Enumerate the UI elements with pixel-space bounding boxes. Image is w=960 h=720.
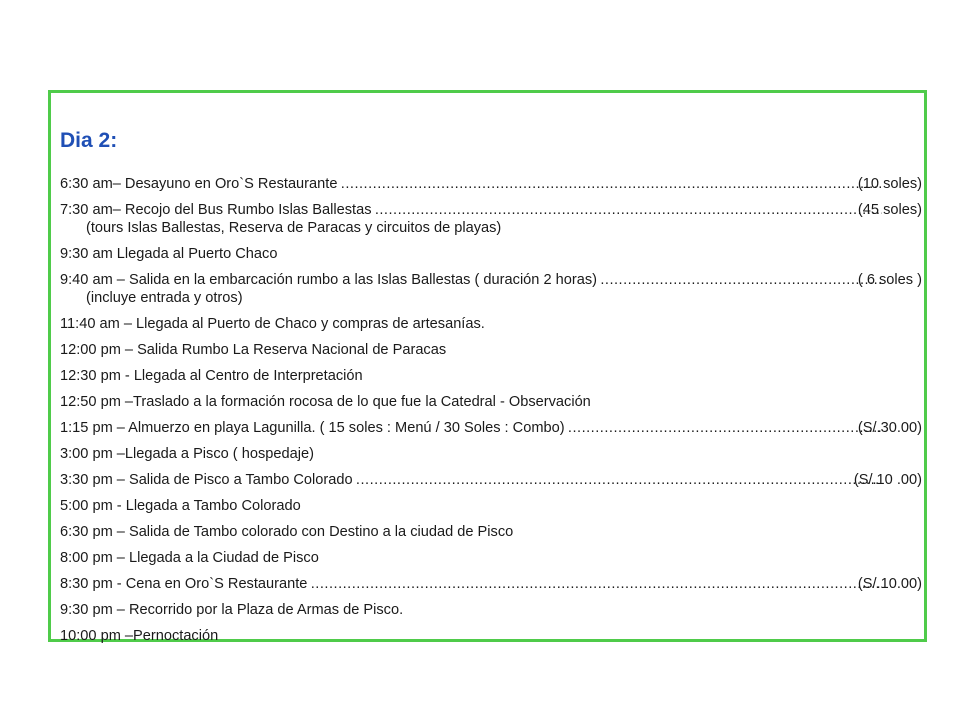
itinerary-text: 9:30 pm – Recorrido por la Plaza de Armas de Pisco.: [60, 602, 404, 618]
itinerary-price: (45 soles): [857, 202, 922, 218]
itinerary-line: [60, 393, 922, 411]
page-title: Dia 2:: [60, 129, 118, 152]
itinerary-text: 12:00 pm – Salida Rumbo La Reserva Nacional de Paracas: [60, 342, 447, 358]
itinerary-item: [60, 201, 922, 237]
itinerary-text: 9:40 am – Salida en la embarcación rumbo a las Islas Ballestas ( duración 2 horas): [60, 272, 598, 288]
itinerary-price: (S/.10 .00): [853, 472, 922, 488]
itinerary-text: 10:00 pm –Pernoctación: [60, 628, 219, 644]
itinerary-line: [60, 201, 922, 219]
itinerary-line: [60, 549, 922, 567]
itinerary-item: [60, 549, 922, 567]
itinerary-item: [60, 245, 922, 263]
itinerary-subtext: (incluye entrada y otros): [86, 290, 243, 306]
itinerary-line: [60, 271, 922, 289]
itinerary-line: [60, 627, 922, 645]
itinerary-text: 5:00 pm - Llegada a Tambo Colorado: [60, 498, 301, 514]
itinerary-item: [60, 341, 922, 359]
itinerary-item: [60, 497, 922, 515]
dot-leader: [355, 471, 878, 489]
itinerary-item: [60, 601, 922, 619]
itinerary-price: (10 soles): [857, 176, 922, 192]
itinerary-list: [60, 175, 922, 645]
itinerary-price: ( 6 soles ): [857, 272, 922, 288]
itinerary-text: 6:30 am– Desayuno en Oro`S Restaurante: [60, 176, 338, 192]
itinerary-item: [60, 575, 922, 593]
itinerary: [60, 128, 922, 653]
itinerary-item: [60, 523, 922, 541]
itinerary-line: [60, 445, 922, 463]
itinerary-text: 12:50 pm –Traslado a la formación rocosa de lo que fue la Catedral - Observación: [60, 394, 591, 410]
itinerary-price: (S/.30.00): [857, 420, 922, 436]
itinerary-line: [60, 471, 922, 489]
itinerary-item: [60, 419, 922, 437]
itinerary-item: [60, 271, 922, 307]
itinerary-text: 3:00 pm –Llegada a Pisco ( hospedaje): [60, 446, 314, 462]
itinerary-item: [60, 627, 922, 645]
itinerary-line: [60, 601, 922, 619]
itinerary-item: [60, 315, 922, 333]
itinerary-item: [60, 175, 922, 193]
itinerary-text: 8:30 pm - Cena en Oro`S Restaurante: [60, 576, 308, 592]
itinerary-text: 1:15 pm – Almuerzo en playa Lagunilla. ( 15 soles : Menú / 30 Soles : Combo): [60, 420, 565, 436]
itinerary-line: [60, 245, 922, 263]
dot-leader: [599, 271, 882, 289]
itinerary-line: [60, 315, 922, 333]
itinerary-text: 9:30 am Llegada al Puerto Chaco: [60, 246, 278, 262]
itinerary-item: [60, 393, 922, 411]
itinerary-text: 8:00 pm – Llegada a la Ciudad de Pisco: [60, 550, 319, 566]
dot-leader: [374, 201, 882, 219]
itinerary-item: [60, 445, 922, 463]
itinerary-text: 6:30 pm – Salida de Tambo colorado con Destino a la ciudad de Pisco: [60, 524, 514, 540]
itinerary-line: [60, 419, 922, 437]
itinerary-text: 12:30 pm - Llegada al Centro de Interpretación: [60, 368, 363, 384]
itinerary-text: 11:40 am – Llegada al Puerto de Chaco y compras de artesanías.: [60, 316, 485, 332]
itinerary-price: (S/.10.00): [857, 576, 922, 592]
itinerary-line: [60, 575, 922, 593]
itinerary-item: [60, 367, 922, 385]
itinerary-line: [60, 523, 922, 541]
itinerary-item: [60, 471, 922, 489]
itinerary-subtext: (tours Islas Ballestas, Reserva de Paracas y circuitos de playas): [86, 220, 502, 236]
itinerary-line: [60, 367, 922, 385]
dot-leader: [567, 419, 882, 437]
itinerary-line: [60, 175, 922, 193]
dot-leader: [339, 175, 881, 193]
dot-leader: [309, 575, 881, 593]
itinerary-text: 3:30 pm – Salida de Pisco a Tambo Colorado: [60, 472, 353, 488]
itinerary-line: [60, 497, 922, 515]
itinerary-line: [60, 341, 922, 359]
itinerary-text: 7:30 am– Recojo del Bus Rumbo Islas Ballestas: [60, 202, 372, 218]
